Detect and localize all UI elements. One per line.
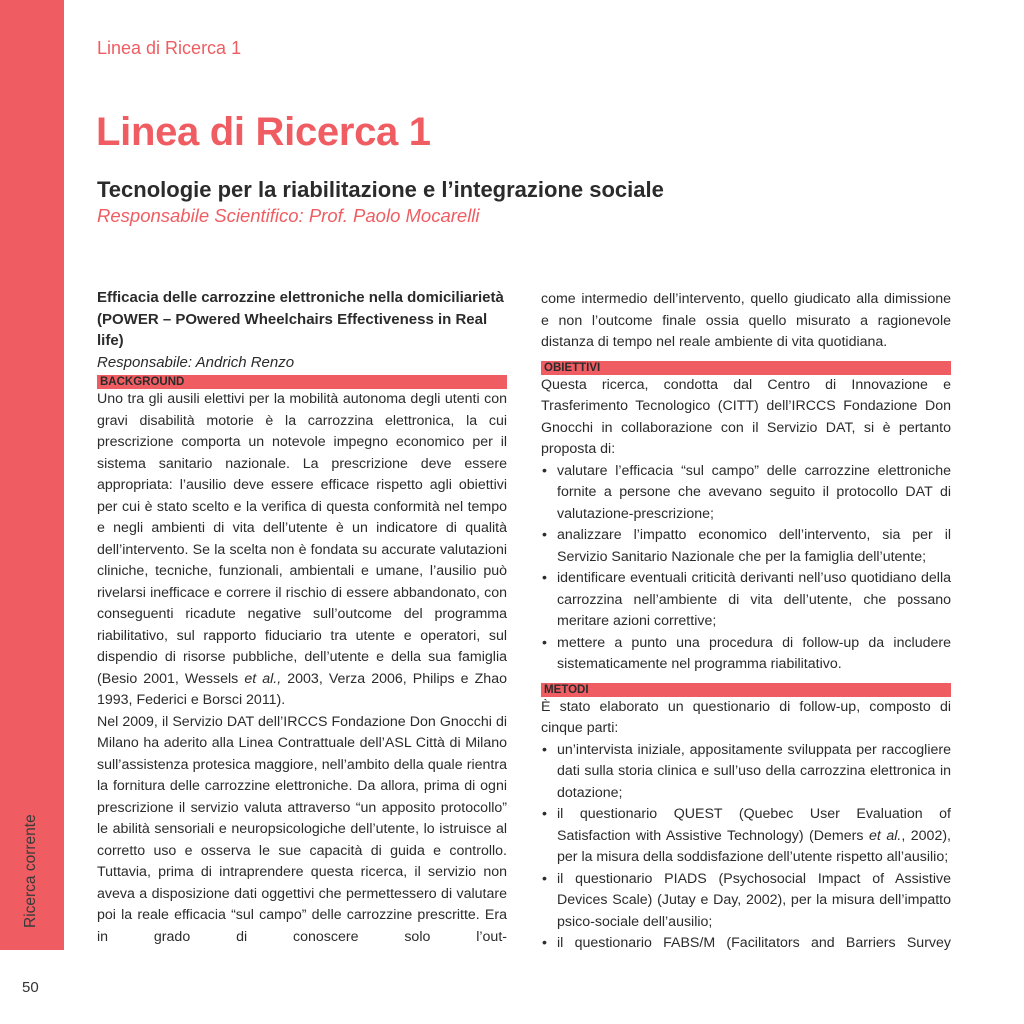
list-item: • un’intervista iniziale, appositamente sviluppata per raccogliere dati sulla storia clinica e sull’uso della carrozzina elettronica in dotazione;	[541, 740, 951, 805]
running-header: Linea di Ricerca 1	[97, 38, 242, 58]
section-heading-obiettivi: OBIETTIVI	[541, 361, 951, 375]
article-responsible: Responsabile: Andrich Renzo	[97, 353, 295, 371]
side-section-label: Ricerca corrente	[22, 814, 39, 928]
obiettivi-intro: Questa ricerca, condotta dal Centro di Innovazione e Trasferimento Tecnologico (CITT) dell’IRCCS Fondazione Don Gnocchi in collaborazione con il Servizio DAT, si è pertanto proposta di:	[541, 376, 951, 457]
list-item: • analizzare l’impatto economico dell’intervento, sia per il Servizio Sanitario Nazionale che per la famiglia dell’utente;	[541, 525, 951, 568]
page-number: 50	[22, 979, 39, 996]
metodi-intro: È stato elaborato un questionario di follow-up, composto di cinque parti:	[541, 698, 951, 736]
background-paragraph-1: Uno tra gli ausili elettivi per la mobilità autonoma degli utenti con gravi disabilità motorie è la carrozzina elettronica, la cui prescrizione comporta un notevole impegno economico per il sistema sanitario nazionale. La prescrizione deve essere appropriata: l’ausilio deve essere efficace rispetto agli obiettivi per cui è stato scelto e la verifica di questa conformità nel tempo e negli ambienti di vita dell’utente è un indicatore di qualità dell’intervento. Se la scelta non è fondata su accurate valutazioni cliniche, tecniche, funzionali, ambientali e umane, l’ausilio può rivelarsi inefficace e correre il rischio di essere abbandonato, con conseguenti ricadute negative sull’outcome del programma riabilitativo, sul rapporto fiduciario tra utente e operatori, sul dispendio di risorse pubbliche, dell’utente e della sua famiglia (Besio 2001, Wessels et al., 2003, Verza 2006, Philips e Zhao 1993, Federici e Borsci 2011).	[97, 391, 507, 708]
background-paragraph-2-continued: come intermedio dell’intervento, quello giudicato alla dimissione e non l’outcome finale ossia quello misurato a ragionevole distanza di tempo nel reale ambiente di vita quotidiana.	[541, 291, 951, 350]
left-column	[97, 287, 507, 948]
section-heading-background: BACKGROUND	[97, 375, 507, 389]
obiettivi-list	[541, 461, 951, 676]
list-item: • il questionario PIADS (Psychosocial Impact of Assistive Devices Scale) (Jutay e Day, 2002), per la misura dell’impatto psico-sociale dell’ausilio;	[541, 869, 951, 934]
right-column	[541, 289, 951, 955]
background-paragraph-2: Nel 2009, il Servizio DAT dell’IRCCS Fondazione Don Gnocchi di Milano ha aderito alla Linea Contrattuale dell’ASL Città di Milano sull’assistenza protesica maggiore, nell’ambito della quale rientra la fornitura delle carrozzine elettroniche. Da allora, prima di ogni prescrizione il servizio valuta attraverso “un apposito protocollo” le abilità sensoriali e neuropsicologiche dell’utente, lo istruisce al corretto uso e osserva le sue capacità di guida e controllo. Tuttavia, prima di intraprendere questa ricerca, il servizio non aveva a disposizione dati oggettivi che permettessero di valutare poi la reale efficacia “sul campo” delle carrozzine prescritte. Era in grado di conoscere solo l’out-	[97, 713, 507, 945]
list-item: • il questionario QUEST (Quebec User Evaluation of Satisfaction with Assistive Technology) (Demers et al., 2002), per la misura della soddisfazione dell’utente rispetto all’ausilio;	[541, 804, 951, 869]
scientific-responsible: Responsabile Scientifico: Prof. Paolo Mocarelli	[97, 205, 480, 226]
page-subtitle: Tecnologie per la riabilitazione e l’integrazione sociale	[97, 177, 664, 202]
page-title: Linea di Ricerca 1	[96, 110, 431, 154]
list-item: • identificare eventuali criticità derivanti nell’uso quotidiano della carrozzina nell’ambiente di vita dell’utente, che possano meritare azioni correttive;	[541, 568, 951, 633]
list-item: • mettere a punto una procedura di follow-up da includere sistematicamente nel programma riabilitativo.	[541, 633, 951, 676]
list-item: • il questionario FABS/M (Facilitators and Barriers Survey	[541, 933, 951, 955]
metodi-list	[541, 740, 951, 955]
article-title: Efficacia delle carrozzine elettroniche nella domiciliarietà (POWER – POwered Wheelchairs Effectiveness in Real life)	[97, 289, 504, 349]
list-item: • valutare l’efficacia “sul campo” delle carrozzine elettroniche fornite a persone che avevano seguito il protocollo DAT di valutazione-prescrizione;	[541, 461, 951, 526]
section-heading-metodi: METODI	[541, 683, 951, 697]
